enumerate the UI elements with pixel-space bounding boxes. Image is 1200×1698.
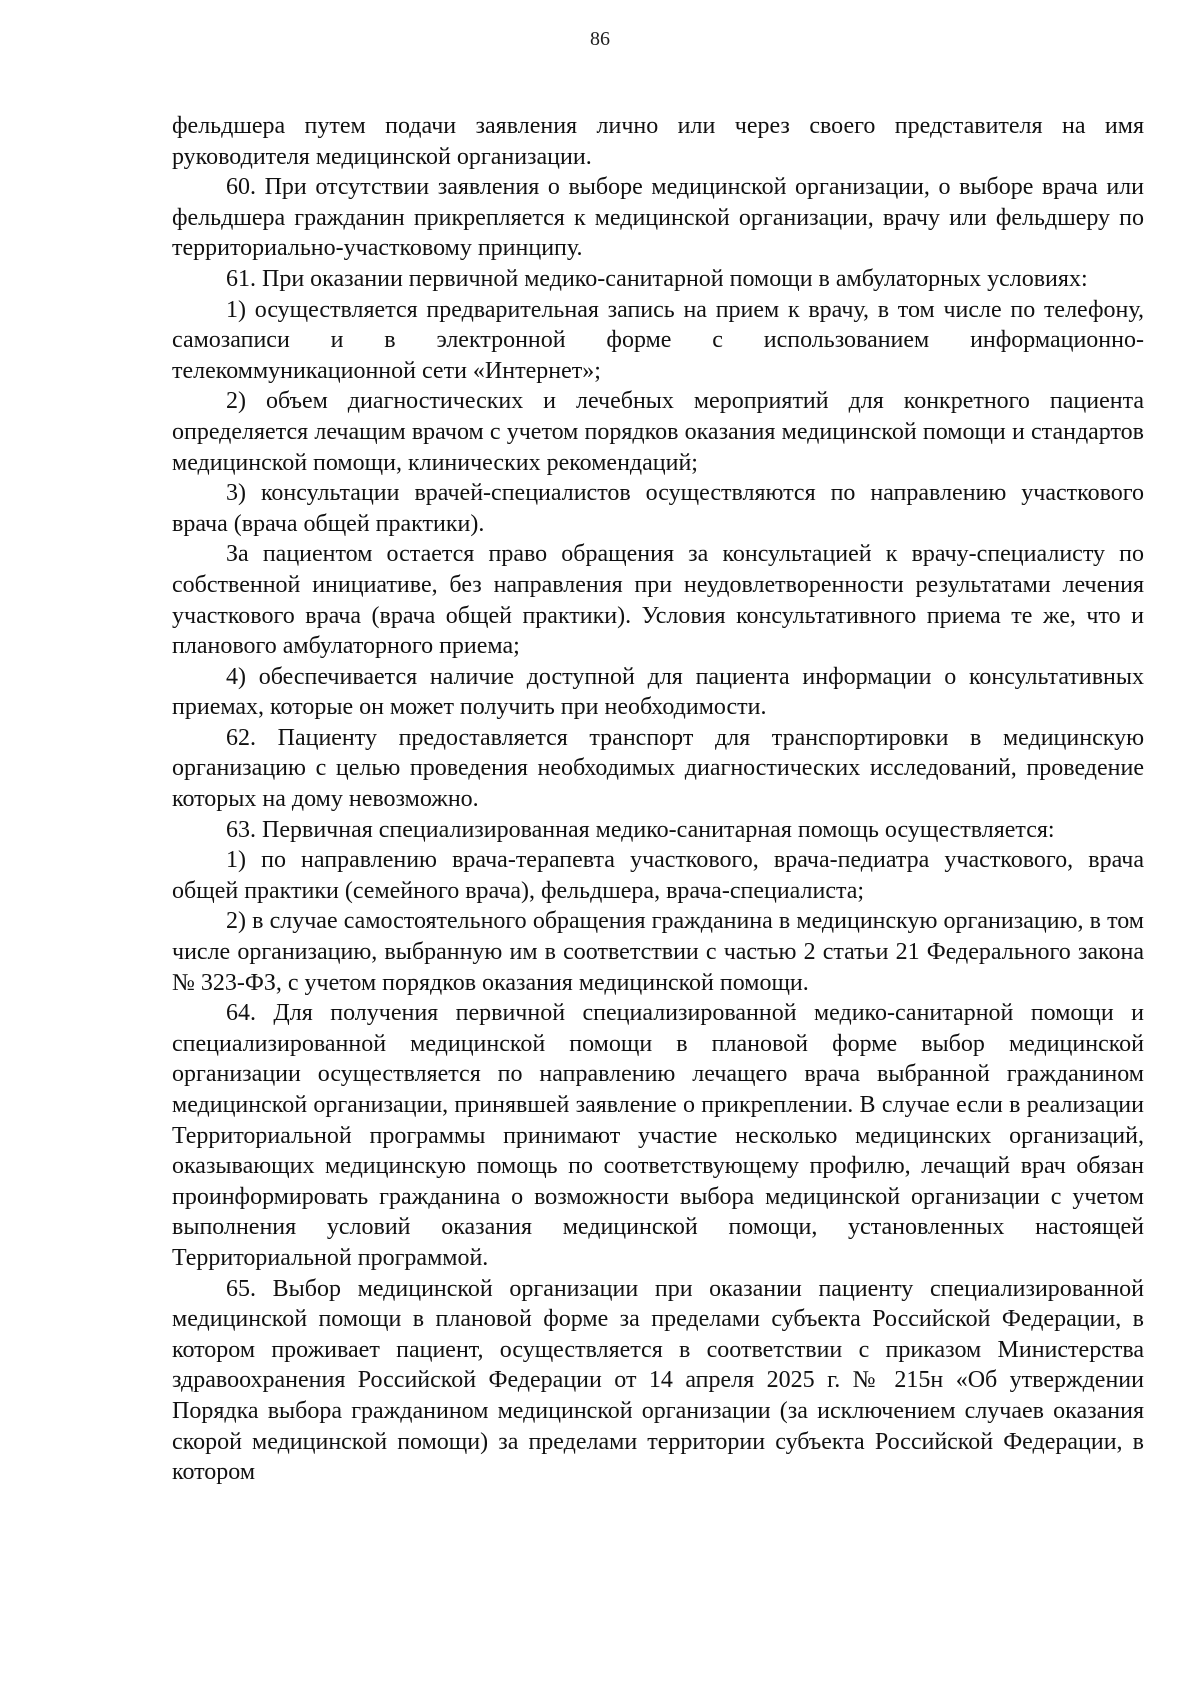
paragraph-61-item-4: 4) обеспечивается наличие доступной для пациента информации о консультативных приемах, которые он может получить при необходимости. [172,663,1144,721]
paragraph-64: 64. Для получения первичной специализированной медико-санитарной помощи и специализированной медицинской помощи в плановой форме выбор медицинской организации осуществляется по направлению лечащего врача выбранной гражданином медицинской организации, принявшей заявление о прикреплении. В случае если в реализации Территориальной программы принимают участие несколько медицинских организаций, оказывающих медицинскую помощь по соответствующему профилю, лечащий врач обязан проинформировать гражданина о возможности выбора медицинской организации с учетом выполнения условий оказания медицинской помощи, установленных настоящей Территориальной программой. [172,1000,1144,1271]
paragraph-63: 63. Первичная специализированная медико-санитарная помощь осуществляется: [226,816,1055,843]
paragraph-65: 65. Выбор медицинской организации при оказании пациенту специализированной медицинской помощи в плановой форме за пределами субъекта Российской Федерации, в котором проживает пациент, осуществляется в соответствии с приказом Министерства здравоохранения Российской Федерации от 14 апреля 2025 г. № 215н «Об утверждении Порядка выбора гражданином медицинской организации (за исключением случаев оказания скорой медицинской помощи) за пределами территории субъекта Российской Федерации, в котором [172,1275,1144,1486]
paragraph-63-item-2: 2) в случае самостоятельного обращения гражданина в медицинскую организацию, в том числе организацию, выбранную им в соответствии с частью 2 статьи 21 Федерального закона № 323-ФЗ, с учетом порядков оказания медицинской помощи. [172,908,1144,996]
paragraph-62: 62. Пациенту предоставляется транспорт для транспортировки в медицинскую организацию с целью проведения необходимых диагностических исследований, проведение которых на дому невозможно. [172,724,1144,813]
paragraph-61-note: За пациентом остается право обращения за консультацией к врачу-специалисту по собственной инициативе, без направления при неудовлетворенности результатами лечения участкового врача (врача общей практики). Условия консультативного приема те же, что и планового амбулаторного приема; [172,541,1144,660]
paragraph-continuation: фельдшера путем подачи заявления лично или через своего представителя на имя руководителя медицинской организации. [172,113,1144,170]
document-body [172,111,1144,1488]
paragraph-61: 61. При оказании первичной медико-санитарной помощи в амбулаторных условиях: [226,265,1088,292]
paragraph-61-item-3: 3) консультации врачей-специалистов осуществляются по направлению участкового врача (врача общей практики). [172,480,1144,537]
paragraph-60: 60. При отсутствии заявления о выборе медицинской организации, о выборе врача или фельдшера гражданин прикрепляется к медицинской организации, врачу или фельдшеру по территориально-участковому принципу. [172,174,1144,262]
paragraph-63-item-1: 1) по направлению врача-терапевта участкового, врача-педиатра участкового, врача общей практики (семейного врача), фельдшера, врача-специалиста; [172,847,1144,904]
paragraph-61-item-1: 1) осуществляется предварительная запись на прием к врачу, в том числе по телефону, самозаписи и в электронной форме с использованием информационно-телекоммуникационной сети «Интернет»; [172,296,1144,384]
page-number: 86 [590,28,610,50]
paragraph-61-item-2: 2) объем диагностических и лечебных мероприятий для конкретного пациента определяется лечащим врачом с учетом порядков оказания медицинской помощи и стандартов медицинской помощи, клинических рекомендаций; [172,388,1144,476]
